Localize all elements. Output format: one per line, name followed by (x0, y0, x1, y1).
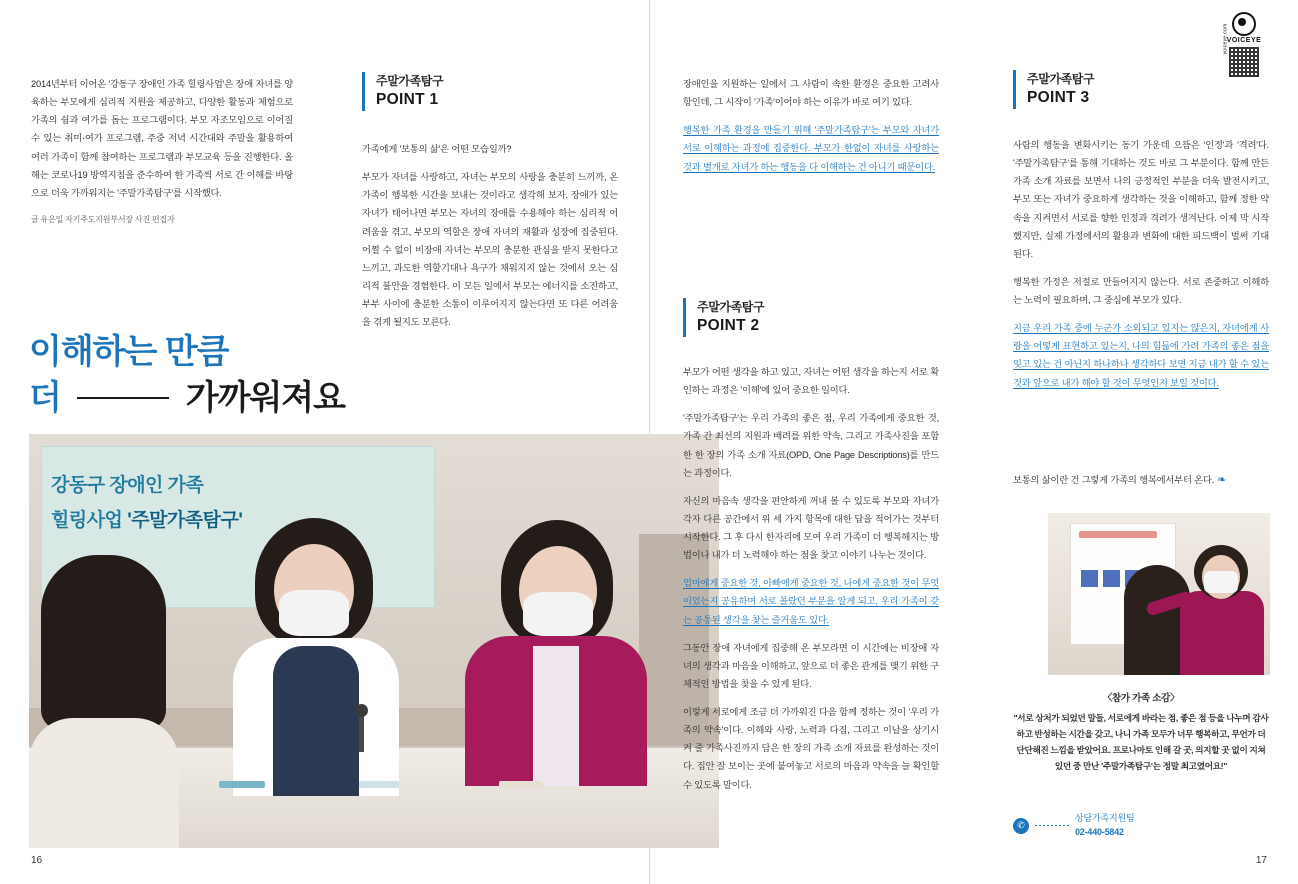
voiceye-brand-label: VOICEYE (1226, 37, 1262, 44)
table-object (219, 781, 265, 788)
qr-url-label: voiceye.com (1222, 23, 1229, 55)
phone-icon: ✆ (1013, 818, 1029, 834)
paragraph: 가족에게 '보통의 삶'은 어떤 모습일까? (362, 144, 512, 154)
table-object (359, 781, 399, 788)
point-3-heading (1013, 70, 1257, 109)
paragraph: 그동안 장애 자녀에게 집중해 온 부모라면 이 시간에는 비장애 자녀의 생각과 마음을 이해하고, 앞으로 더 좋은 관계를 맺기 위한 구체적인 방법을 찾을 수 있게 된다. (683, 642, 939, 689)
photo-person-presenter (1180, 545, 1264, 675)
paragraph: 행복한 가정은 저절로 만들어지지 않는다. 서로 존중하고 이해하는 노력이 필요하며, 그 중심에 부모가 있다. (1013, 276, 1269, 305)
closing-text: 보통의 삶이란 건 그렇게 가족의 행복에서부터 온다. (1013, 475, 1215, 485)
intro-column (31, 75, 293, 227)
headline-line-1: 이해하는 만큼 (29, 333, 229, 371)
board-sticky (1081, 570, 1098, 587)
photo-caption-line-2-b: '주말가족탐구' (127, 510, 243, 532)
voiceye-logo (1216, 12, 1272, 64)
point-1-korean-label: 주말가족탐구 (376, 74, 444, 88)
paragraph-highlighted: 지금 우리 가족 중에 누군가 소외되고 있지는 않은지, 자녀에게 사랑을 어떻게 표현하고 있는지, 나의 힘듦에 가려 가족의 좋은 점을 잊고 있는 건 아닌지 하나하나 생각하다 보면 지금 내가 할 수 있는 것과 앞으로 내가 해야 할 것이 무엇인지 보일 것이다. (1013, 323, 1269, 388)
column-point-3-body (1013, 136, 1269, 392)
photo-person-right (461, 514, 651, 786)
face-mask-icon (279, 590, 349, 636)
point-3-label: POINT 3 (1027, 89, 1090, 106)
closing-line (1013, 472, 1269, 486)
person-shirt (533, 646, 579, 786)
point-2-korean-label: 주말가족탐구 (697, 300, 765, 314)
paragraph: 부모가 자녀를 사랑하고, 자녀는 부모의 사랑을 충분히 느끼까, 온 가족이 행복한 시간을 보내는 것이라고 생각해 보자. 장애가 있는 자녀가 태어나면 부모는 자녀의 장애를 수용해야 하는 심리적 어려움을 겪고, 부모의 역할은 장애 자녀의 재활과 성장에 집중된다. 어쩔 수 없이 비장애 자녀는 부모의 충분한 관심을 받지 못한다고 느끼고, 과도한 역할기대나 욕구가 채워지지 않는 것에서 오는 심리적 불안을 경험한다. 이 모든 일에서 부모는 에너지를 소진하고, 부부 사이에 충분한 소통이 이루어지지 않는다면 또 다른 어려움을 겪게 될지도 모른다. (362, 172, 618, 328)
photo-person-center (225, 518, 407, 796)
intro-paragraph: 2014년부터 이어온 '강동구 장애인 가족 힐링사업'은 장애 자녀를 양육하는 부모에게 심리적 지원을 제공하고, 다양한 활동과 체험으로 가족의 쉼과 여가를 돕는 프로그램이다. 부모 자조모임으로 이어질 수 있는 취미·여가 프로그램, 주중 저녁 시간대와 주말을 활용하여 여러 가족이 함께 참여하는 프로그램과 부모교육 등을 진행한다. 올해는 코로나19 방역지침을 준수하여 한 가족씩 서로 간 이해를 바탕으로 더욱 가까워지는 '주말가족탐구'를 시작했다. (31, 79, 293, 198)
participant-review (1013, 690, 1269, 775)
dotted-connector (1035, 825, 1069, 826)
contact-phone-number: 02-440-5842 (1075, 826, 1124, 837)
headline (29, 330, 359, 422)
column-point-2-body (683, 363, 939, 794)
paragraph: 자신의 마음속 생각을 편안하게 꺼내 볼 수 있도록 부모와 자녀가 각자 다른 공간에서 위 세 가지 항목에 대한 답을 적어가는 것부터 시작한다. 그 후 다시 한자리에 모여 우리 가족이 더 행복해지는 방법이나 내가 더 노력해야 하는 점을 찾고 이야기 나누는 것이다. (683, 495, 939, 561)
face-mask-icon (523, 592, 593, 636)
paragraph-highlighted: 행복한 가족 환경을 만들기 위해 '주말가족탐구'는 부모와 자녀가 서로 이해하는 과정에 집중한다. 부모가 한없이 자녀를 사랑하는 것과 별개로 자녀가 하는 행동을 다 이해하는 건 아니기 때문이다. (683, 125, 939, 172)
page-number-left: 16 (31, 855, 43, 866)
point-2-heading (683, 298, 927, 337)
person-body (29, 718, 179, 848)
paragraph: '주말가족탐구'는 우리 가족의 좋은 점, 우리 가족에게 중요한 것, 가족 간 최선의 지원과 배려를 위한 약속, 그리고 가족사진을 포함한 한 장의 가족 소개 자료(OPD, One Page Descriptions)를 만드는 과정이다. (683, 413, 939, 478)
headline-line-2-a: 더 (29, 378, 61, 417)
paragraph: 부모가 어떤 생각을 하고 있고, 자녀는 어떤 생각을 하는지 서로 확인하는 과정은 '이해'에 있어 중요한 일이다. (683, 367, 939, 396)
paragraph: 이렇게 서로에게 조금 더 가까워진 다음 함께 정하는 것이 '우리 가족의 약속'이다. 이해와 사랑, 노력과 다짐, 그리고 이날을 상기시켜 줄 가족사진까지 담은 한 장의 가족 소개 자료를 완성하는 것이다. 집안 잘 보이는 곳에 붙여놓고 서로의 마음과 약속을 늘 확인할 수 있도록 말이다. (683, 707, 939, 790)
photo-caption-line-2 (51, 503, 242, 538)
headline-line-2 (29, 376, 359, 422)
person-vest (273, 646, 359, 796)
contact-text (1075, 812, 1134, 839)
contact-team-label: 상담가족지원팀 (1075, 813, 1135, 823)
photo-caption (51, 468, 242, 538)
contact-block (1013, 812, 1269, 839)
person-hair (41, 555, 166, 730)
face-mask-icon (1204, 571, 1238, 593)
photo-person-foreground (29, 548, 179, 848)
page-number-right: 17 (1255, 855, 1267, 866)
review-body: "서로 상처가 되었던 말들, 서로에게 바라는 점, 좋은 점 등을 나누며 감사하고 반성하는 시간을 갖고, 나니 가족 모두가 너무 행복하고, 무언가 더 단단해진 느낌을 받았어요. 프로나마토 인해 갈 곳, 의지할 곳 없이 지쳐있던 중 만난 '주말가족탐구'는 정말 최고였어요!" (1013, 713, 1269, 771)
board-header-strip (1079, 531, 1157, 538)
headline-line-2-b: 가까워져요 (185, 378, 345, 417)
point-2-label: POINT 2 (697, 317, 760, 334)
secondary-photo (1048, 513, 1270, 675)
photo-caption-line-1: 강동구 장애인 가족 (51, 475, 204, 496)
photo-caption-line-2-a: 힐링사업 (51, 510, 128, 532)
voiceye-ring-icon (1232, 12, 1256, 36)
point-3-korean-label: 주말가족탐구 (1027, 72, 1095, 86)
point-1-heading (362, 72, 606, 111)
point-1-label: POINT 1 (376, 91, 439, 108)
leaf-icon: ❧ (1217, 474, 1227, 486)
microphone-icon (359, 712, 364, 752)
review-title: 〈참가 가족 소감〉 (1102, 693, 1180, 704)
column-3-top (683, 75, 939, 176)
article-credit: 글 유은일 자기주도지원부서장 사진 편집자 (31, 214, 175, 224)
person-jacket (1180, 591, 1264, 675)
table-object (499, 781, 543, 788)
paragraph-highlighted: 엄마에게 중요한 것, 아빠에게 중요한 것, 나에게 중요한 것이 무엇이었는지 공유하며 서로 몰랐던 부분을 알게 되고, 우리 가족이 갖는 공통된 생각을 찾는 즐거움도 있다. (683, 578, 939, 625)
headline-rule (77, 397, 169, 399)
column-point-1-body (362, 140, 618, 331)
paragraph: 사람의 행동을 변화시키는 동기 가운데 으뜸은 '인정'과 '격려'다. '주말가족탐구'를 통해 기대하는 것도 바로 그 부분이다. 함께 만든 가족 소개 자료를 보면서 나의 긍정적인 부분을 더욱 발전시키고, 부모 또는 자녀가 중요하게 생각하는 것을 이해하고, 함께 정한 약속을 지켜면서 서로를 향한 인정과 격려가 생겨난다. 이제 막 시작했지만, 실제 가정에서의 활용과 변화에 대한 피드백이 벌써 기대된다. (1013, 140, 1269, 259)
paragraph: 장애인을 지원하는 일에서 그 사람이 속한 환경은 중요한 고려사항인데, 그 시작이 '가족'이어야 하는 이유가 바로 여기 있다. (683, 79, 939, 108)
main-photo (29, 434, 719, 848)
